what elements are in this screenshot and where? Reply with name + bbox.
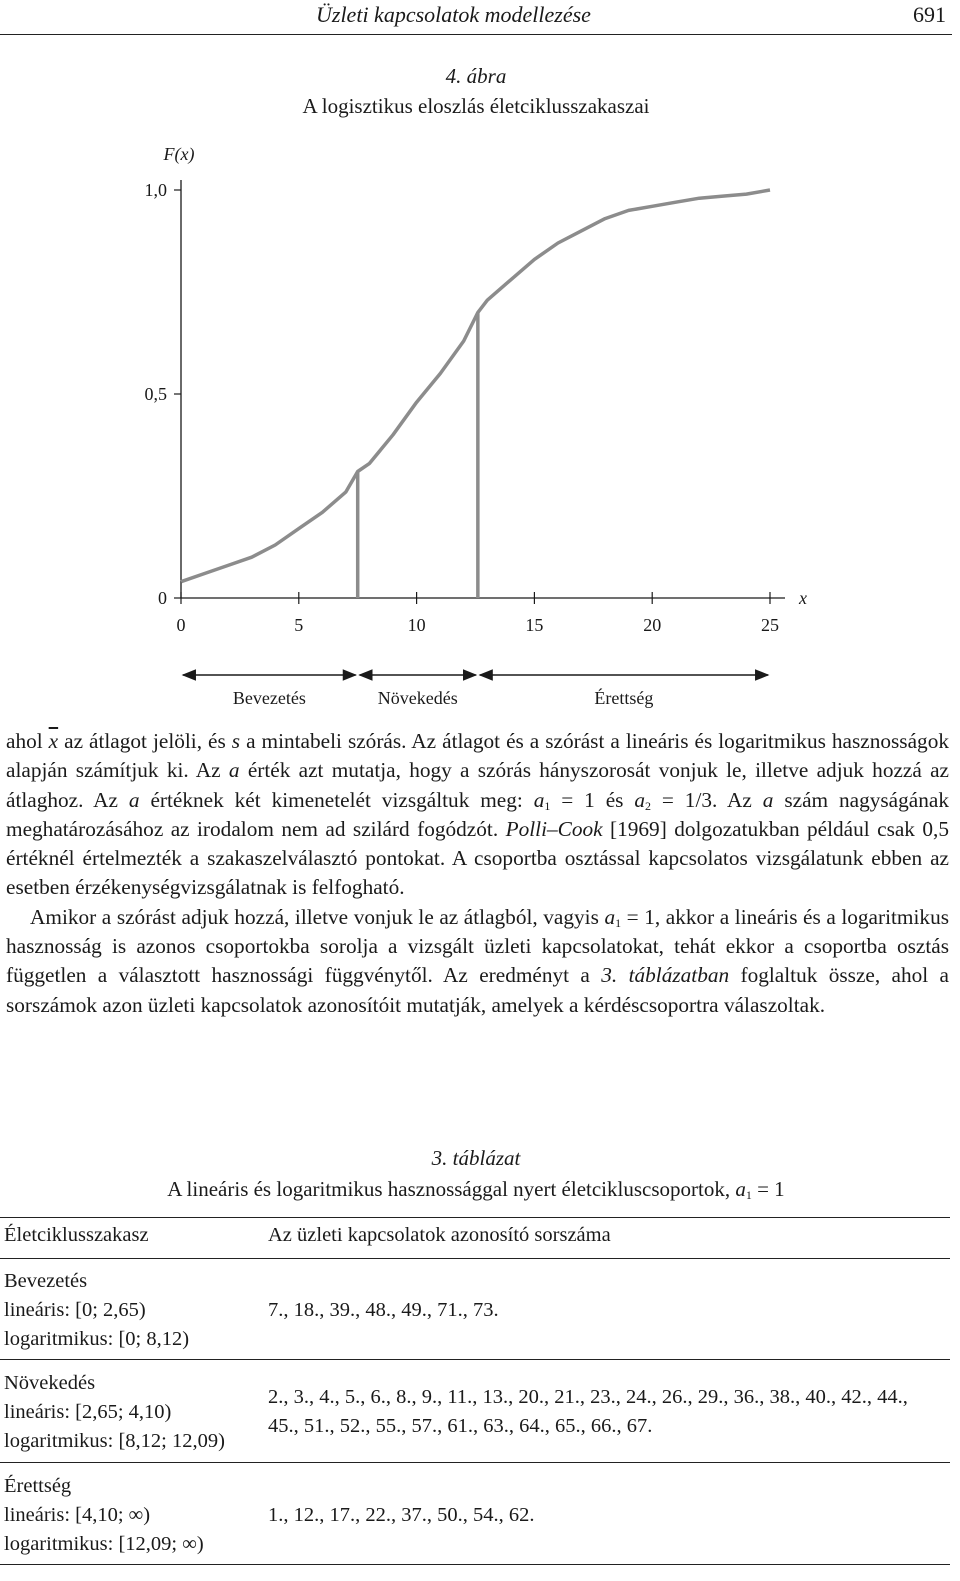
stage-name: Növekedés [4, 1372, 96, 1394]
phase-label: Bevezetés [232, 688, 306, 708]
page-number: 691 [913, 2, 946, 27]
y-tick-label: 0 [158, 588, 167, 608]
x-tick-label: 10 [407, 615, 426, 635]
phase-label: Érettség [594, 688, 654, 708]
table-rule-header [0, 1258, 950, 1259]
x-axis-label: x [799, 588, 807, 608]
stage-log-range: logaritmikus: [0; 8,12) [4, 1328, 190, 1350]
phase-label: Növekedés [377, 688, 458, 708]
table-rule-top [0, 1217, 950, 1218]
figure-number: 4. ábra [445, 64, 507, 88]
paragraph-2: Amikor a szórást adjuk hozzá, illetve vonjuk le az átlagból, vagyis $a_1 = 1$, akkor a lineáris és a logaritmikus hasznosság is azonos csoportokba sorolja a vizsgált üzleti kapcsolatokat, tehát ekkor a csoportba osztás független a választott hasznossági függvénytől. Az eredményt a 3. táblázatban foglaltuk össze, ahol a sorszámok azon üzleti kapcsolatok azonosítóit mutatják, amelyek a kérdéscsoportra válaszoltak. [6, 904, 950, 1017]
stage-log-range: logaritmikus: [8,12; 12,09) [4, 1430, 225, 1452]
stage-cell [4, 1267, 189, 1354]
stage-name: Bevezetés [4, 1270, 88, 1292]
table-header-stage: Életciklusszakasz [4, 1224, 149, 1246]
y-tick-label: 0,5 [144, 384, 167, 404]
table-reference: 3. táblázatban [601, 963, 730, 988]
x-tick-label: 20 [643, 615, 662, 635]
x-tick-label: 0 [176, 615, 186, 635]
stage-name: Érettség [4, 1475, 72, 1497]
stage-cell [4, 1369, 225, 1456]
x-tick-label: 25 [761, 615, 779, 635]
logistic-chart [0, 130, 860, 720]
table-title: A lineáris és logaritmikus hasznossággal nyert életcikluscsoportok, $a_1 = 1$ [167, 1177, 785, 1202]
paragraph-1: ahol $\overline{x}$ az átlagot jelöli, és s a mintabeli szórás. Az átlagot és a szórást a lineáris és logaritmikus hasznosságok alapján számítjuk ki. Az a érték azt mutatja, hogy a szórás hányszorosát vonjuk le, illetve adjuk hozzá az átlaghoz. Az a értéknek két kimenetelét vizsgáltuk meg: $a_1 = 1$ és $a_2 = 1/3$. Az a szám nagyságának meghatározásához az irodalom nem ad szilárd fogódzót. Polli–Cook [1969] dolgozatukban például csak 0,5 értéknél értelmezték a szakaszelválasztó pontokat. A csoportba osztással kapcsolatos vizsgálatunk ebben az esetben érzékenységvizsgálatnak is felfogható. [6, 729, 949, 900]
running-head [0, 0, 952, 35]
citation: Polli–Cook [505, 816, 603, 841]
stage-linear-range: lineáris: [4,10; ∞) [4, 1504, 151, 1526]
y-tick-label: 1,0 [144, 180, 167, 200]
x-tick-label: 15 [525, 615, 544, 635]
stage-log-range: logaritmikus: [12,09; ∞) [4, 1533, 204, 1555]
table-rule-row [0, 1462, 950, 1463]
running-title: Üzleti kapcsolatok modellezése [316, 2, 591, 27]
ids-cell: 2., 3., 4., 5., 6., 8., 9., 11., 13., 20., 21., 23., 24., 26., 29., 36., 38., 40., 42., 44., 45., 51., 52., 55., 57., 61., 63., 64., 65., 66., 67. [268, 1386, 908, 1437]
stage-linear-range: lineáris: [0; 2,65) [4, 1299, 146, 1321]
table-header-ids: Az üzleti kapcsolatok azonosító sorszáma [268, 1224, 611, 1246]
table-number: 3. táblázat [431, 1146, 521, 1170]
body-text [6, 727, 949, 1020]
x-tick-label: 5 [294, 615, 304, 635]
logistic-curve [181, 190, 770, 582]
y-axis-label: F(x) [163, 144, 195, 164]
ids-cell: 1., 12., 17., 22., 37., 50., 54., 62. [268, 1504, 535, 1526]
figure-title: A logisztikus eloszlás életciklusszakaszai [302, 94, 650, 118]
table-rule-bottom [0, 1564, 950, 1565]
stage-linear-range: lineáris: [2,65; 4,10) [4, 1401, 172, 1423]
table-rule-row [0, 1359, 950, 1360]
ids-cell: 7., 18., 39., 48., 49., 71., 73. [268, 1299, 499, 1321]
x-bar-symbol: $\overline{x}$ [48, 729, 59, 753]
stage-cell [4, 1472, 204, 1559]
